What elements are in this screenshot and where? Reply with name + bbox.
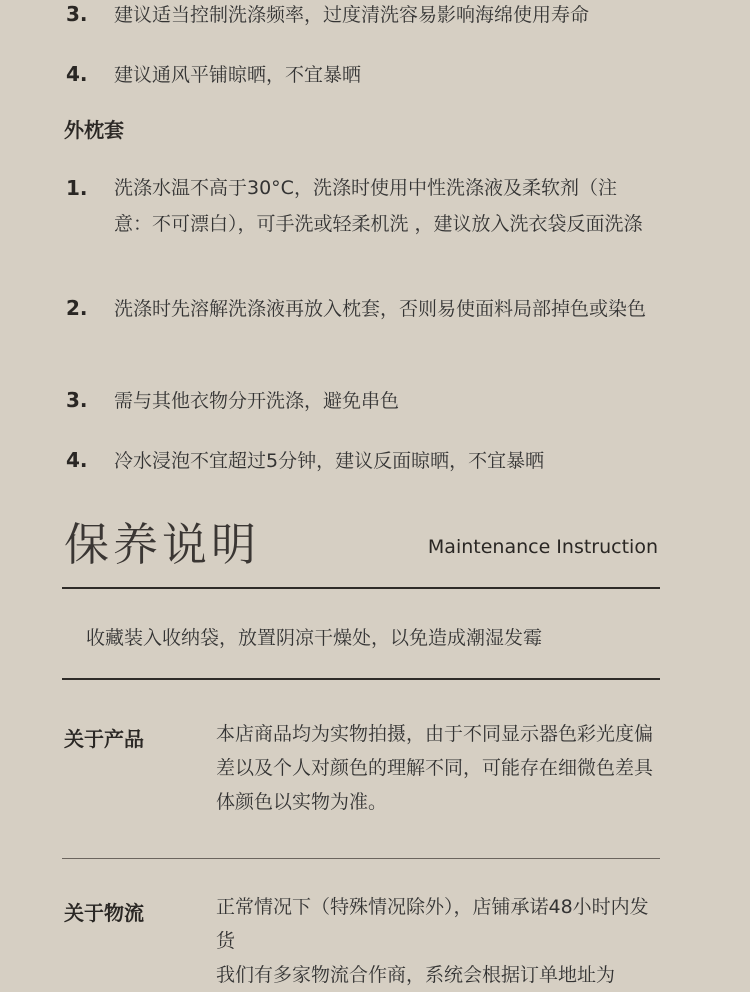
item-text: 建议适当控制洗涤频率，过度清洗容易影响海绵使用寿命 [114,4,590,26]
about-product-text: 本店商品均为实物拍摄，由于不同显示器色彩光度偏差以及个人对颜色的理解不同，可能存在细微色差具体颜色以实物为准。 [216,723,654,813]
item-text: 冷水浸泡不宜超过5分钟，建议反面晾晒，不宜暴晒 [114,450,545,472]
divider [62,858,660,859]
about-logistics-label: 关于物流 [64,901,144,925]
maintenance-title: 保养说明 [64,518,261,571]
maintenance-text: 收藏装入收纳袋，放置阴凉干燥处，以免造成潮湿发霉 [86,627,543,649]
divider [62,678,660,680]
item-text: 洗涤水温不高于30°C，洗涤时使用中性洗涤液及柔软剂（注意：不可漂白），可手洗或轻柔机洗 ，建议放入洗衣袋反面洗涤 [114,177,643,235]
item-number: 3. [66,2,88,26]
about-logistics-line: 正常情况下（特殊情况除外），店铺承诺48小时内发货 [216,896,649,952]
item-text: 建议通风平铺晾晒，不宜暴晒 [114,64,362,86]
item-number: 4. [66,62,88,86]
item-number: 4. [66,448,88,472]
about-product-label: 关于产品 [64,727,144,751]
item-number: 1. [66,176,88,200]
about-logistics-line: 我们有多家物流合作商，系统会根据订单地址为 [216,964,616,986]
item-number: 3. [66,388,88,412]
section-title-outer-cover: 外枕套 [64,118,124,142]
divider [62,587,660,589]
item-text: 需与其他衣物分开洗涤，避免串色 [114,390,400,412]
item-number: 2. [66,296,88,320]
about-logistics-text [216,890,664,992]
item-text: 洗涤时先溶解洗涤液再放入枕套，否则易使面料局部掉色或染色 [114,298,647,320]
maintenance-title-en: Maintenance Instruction [427,536,658,558]
